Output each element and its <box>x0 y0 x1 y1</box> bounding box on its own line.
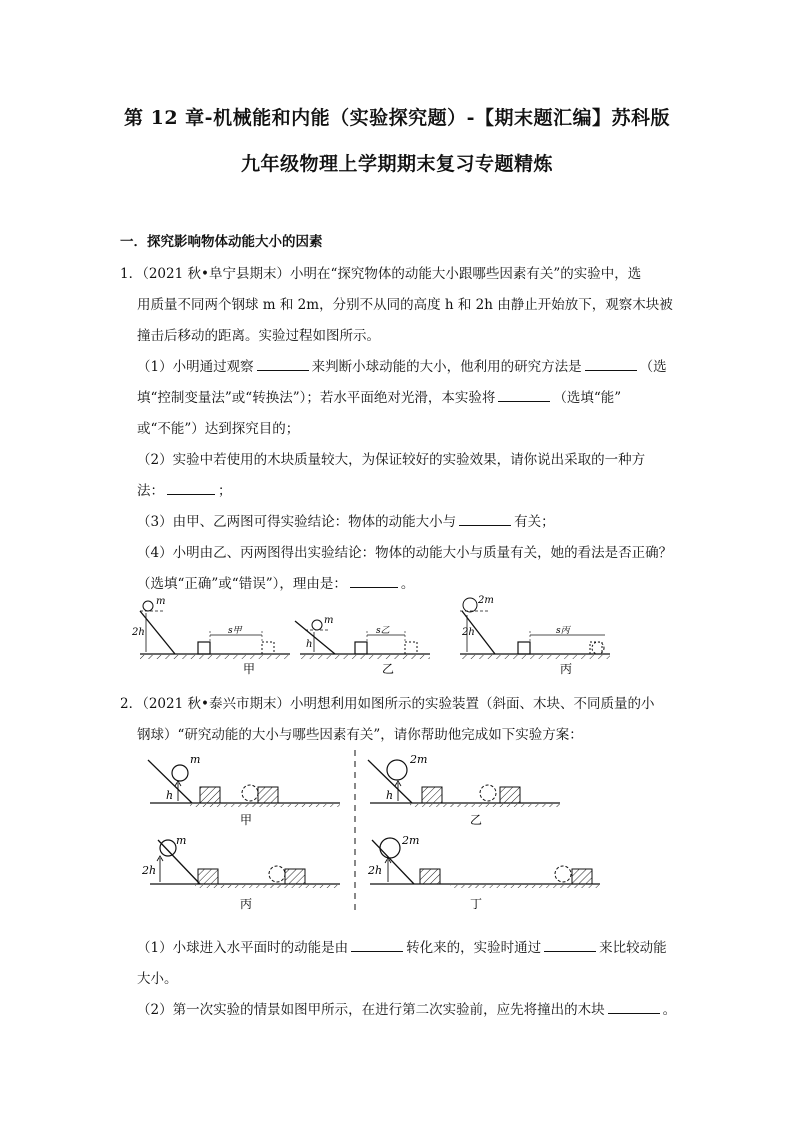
q1-part1-line2 <box>137 386 621 406</box>
q1-p1-text-e: （选填“能” <box>553 390 622 406</box>
q1-fig-mass-label: m <box>324 615 334 626</box>
q1-text-line1: （2021 秋•阜宁县期末）小明在“探究物体的动能大小跟哪些因素有关”的实验中，选 <box>142 266 642 282</box>
answer-blank[interactable] <box>459 524 511 526</box>
answer-blank[interactable] <box>257 369 309 371</box>
answer-blank[interactable] <box>167 493 215 495</box>
q2-fig-mass-label: 2m <box>402 834 420 847</box>
q2-fig-panel-bing <box>141 834 340 911</box>
q1-fig-panel-bing <box>460 595 610 676</box>
answer-blank[interactable] <box>351 950 403 952</box>
answer-blank[interactable] <box>544 950 596 952</box>
q2-line2: 钢球）“研究动能的大小与哪些因素有关”，请你帮助他完成如下实验方案： <box>137 727 583 743</box>
q2-p2-text-a: （2）第一次实验的情景如图甲所示，在进行第二次实验前，应先将撞出的木块 <box>137 1002 605 1018</box>
q1-fig-height-label: h <box>306 639 313 650</box>
q2-part2 <box>137 998 676 1018</box>
q1-part1-line1 <box>137 355 667 375</box>
q1-line1 <box>120 262 641 282</box>
answer-blank[interactable] <box>350 586 398 588</box>
q1-fig-panel-label: 乙 <box>382 662 395 676</box>
q1-fig-panel-jia <box>131 596 290 676</box>
q2-fig-mass-label: 2m <box>410 753 428 766</box>
q1-p2-text-c: ； <box>218 483 232 499</box>
q1-line3: 撞击后移动的距离。实验过程如图所示。 <box>137 328 380 344</box>
q2-fig-panel-label: 乙 <box>470 813 483 827</box>
q1-fig-panel-label: 甲 <box>243 662 256 676</box>
q1-p1-text-c: （选 <box>639 359 667 375</box>
q1-part1-line3: 或“不能”）达到探究目的； <box>137 421 300 437</box>
q1-fig-panel-label: 丙 <box>560 662 573 676</box>
q2-figure <box>0 748 794 918</box>
answer-blank[interactable] <box>585 369 637 371</box>
q1-fig-height-label: 2h <box>132 627 145 638</box>
q1-fig-mass-label: 2m <box>478 595 494 606</box>
q2-part1-line1 <box>137 936 667 956</box>
q2-fig-panel-ding <box>367 834 600 911</box>
q1-fig-dist-label: s乙 <box>376 626 390 636</box>
q2-part1-line2: 大小。 <box>137 971 178 987</box>
q2-fig-panel-yi <box>368 753 560 827</box>
q1-part4-line1: （4）小明由乙、丙两图得出实验结论：物体的动能大小与质量有关，她的看法是否正确？ <box>137 545 673 561</box>
q1-fig-panel-yi <box>295 615 430 676</box>
q2-fig-panel-label: 丙 <box>240 897 253 911</box>
q1-fig-dist-label: s丙 <box>556 626 570 636</box>
q1-p1-text-a: （1）小明通过观察 <box>137 359 254 375</box>
answer-blank[interactable] <box>608 1012 660 1014</box>
q2-p1-text-c: 来比较动能 <box>599 940 667 956</box>
q2-fig-mass-label: m <box>190 753 201 766</box>
q1-p3-text-a: （3）由甲、乙两图可得实验结论：物体的动能大小与 <box>137 514 457 530</box>
q1-fig-mass-label: m <box>156 596 166 607</box>
q1-fig-height-label: 2h <box>462 627 475 638</box>
q1-p2-text-b: 法： <box>137 483 164 499</box>
page-title-line1: 第 12 章-机械能和内能（实验探究题）-【期末题汇编】苏科版 <box>124 107 670 129</box>
page-title-line2: 九年级物理上学期期末复习专题精炼 <box>240 153 553 175</box>
q2-fig-height-label: 2h <box>368 864 383 877</box>
q1-number: 1． <box>120 266 143 282</box>
q1-part2-line2 <box>137 479 232 499</box>
q2-fig-height-label: h <box>166 789 174 802</box>
q1-p1-text-b: 来判断小球动能的大小，他利用的研究方法是 <box>311 359 582 375</box>
q2-fig-panel-jia <box>148 753 340 827</box>
q2-fig-height-label: h <box>386 789 394 802</box>
q1-figure <box>0 595 794 685</box>
q2-line1 <box>120 692 654 712</box>
q2-p1-text-a: （1）小球进入水平面时的动能是由 <box>137 940 349 956</box>
q1-fig-dist-label: s甲 <box>228 626 242 636</box>
q2-p2-text-b: 。 <box>662 1002 677 1018</box>
q2-fig-panel-label: 甲 <box>240 813 253 827</box>
answer-blank[interactable] <box>498 400 550 402</box>
q1-line2: 用质量不同两个钢球 m 和 2m，分别不从同的高度 h 和 2h 由静止开始放下，观察木块被 <box>137 297 673 313</box>
section-heading: 一．探究影响物体动能大小的因素 <box>120 234 323 250</box>
q1-p3-text-b: 有关； <box>514 514 555 530</box>
q2-number: 2． <box>120 696 143 712</box>
q2-p1-text-b: 转化来的，实验时通过 <box>406 940 542 956</box>
q1-part3 <box>137 510 555 530</box>
q2-fig-height-label: 2h <box>142 864 157 877</box>
q1-part4-line2 <box>137 572 414 592</box>
q2-text-line1: （2021 秋•泰兴市期末）小明想利用如图所示的实验装置（斜面、木块、不同质量的小 <box>142 696 655 712</box>
q1-part2-line1: （2）实验中若使用的木块质量较大，为保证较好的实验效果，请你说出采取的一种方 <box>137 452 646 468</box>
q2-fig-panel-label: 丁 <box>470 897 483 911</box>
q1-p1-text-d: 填“控制变量法”或“转换法”）；若水平面绝对光滑，本实验将 <box>137 390 496 406</box>
q1-p4-text-c: 。 <box>400 576 415 592</box>
q1-p4-text-b: （选填“正确”或“错误”），理由是： <box>137 576 347 592</box>
q2-fig-mass-label: m <box>176 834 187 847</box>
